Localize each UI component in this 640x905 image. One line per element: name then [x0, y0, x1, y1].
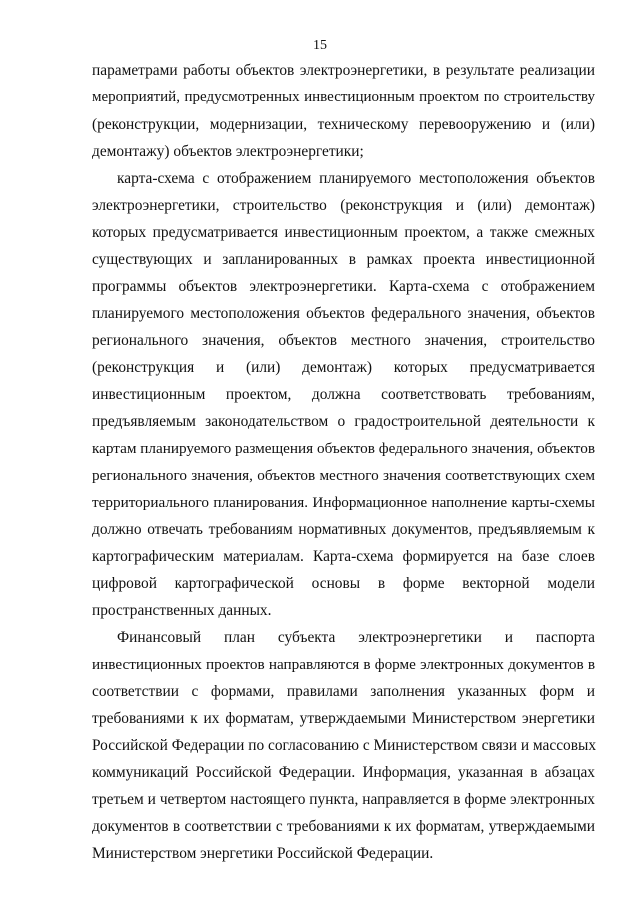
text-line: существующих и запланированных в рамках проекта инвестиционной [92, 251, 595, 268]
text-line: которых предусматривается инвестиционным проектом, а также смежных [92, 224, 595, 241]
text-line: Финансовый план субъекта электроэнергетики и паспорта [117, 629, 595, 646]
text-line: электроэнергетики, строительство (реконструкция и (или) демонтаж) [92, 197, 595, 214]
text-line: территориального планирования. Информационное наполнение карты-схемы [92, 494, 595, 511]
page-number: 15 [313, 38, 327, 53]
text-line: документов в соответствии с требованиями к их форматам, утверждаемыми [92, 818, 595, 835]
text-line: программы объектов электроэнергетики. Карта-схема с отображением [92, 278, 595, 295]
text-line: инвестиционным проектом, должна соответствовать требованиям, [92, 386, 595, 403]
text-line: регионального значения, объектов местного значения, строительство [92, 332, 595, 349]
text-line: инвестиционных проектов направляются в форме электронных документов в [92, 656, 595, 673]
text-line: мероприятий, предусмотренных инвестиционным проектом по строительству [92, 89, 595, 105]
text-line: должно отвечать требованиям нормативных документов, предъявляемым к [92, 521, 595, 538]
text-line: Российской Федерации по согласованию с Министерством связи и массовых [92, 737, 597, 754]
text-line: Министерством энергетики Российской Федерации. [92, 845, 434, 862]
text-line: предъявляемым законодательством о градостроительной деятельности к [92, 413, 595, 430]
text-line: соответствии с формами, правилами заполнения указанных форм и [92, 683, 595, 700]
text-line: карта-схема с отображением планируемого местоположения объектов [117, 170, 595, 187]
text-line: демонтажу) объектов электроэнергетики; [92, 143, 364, 160]
text-line: картографическим материалам. Карта-схема формируется на базе слоев [92, 548, 595, 565]
text-line: требованиями к их форматам, утверждаемыми Министерством энергетики [92, 710, 595, 727]
text-line: пространственных данных. [92, 602, 272, 619]
text-line: (реконструкции, модернизации, техническому перевооружению и (или) [92, 116, 595, 133]
text-line: коммуникаций Российской Федерации. Информация, указанная в абзацах [92, 764, 595, 781]
text-line: третьем и четвертом настоящего пункта, направляется в форме электронных [92, 791, 595, 808]
text-line: цифровой картографической основы в форме векторной модели [92, 575, 595, 592]
text-line: регионального значения, объектов местного значения соответствующих схем [92, 467, 595, 484]
text-line: параметрами работы объектов электроэнергетики, в результате реализации [92, 62, 595, 79]
text-line: картам планируемого размещения объектов федерального значения, объектов [92, 440, 595, 457]
text-line: планируемого местоположения объектов федерального значения, объектов [92, 305, 595, 322]
text-line: (реконструкция и (или) демонтаж) которых предусматривается [92, 359, 595, 376]
